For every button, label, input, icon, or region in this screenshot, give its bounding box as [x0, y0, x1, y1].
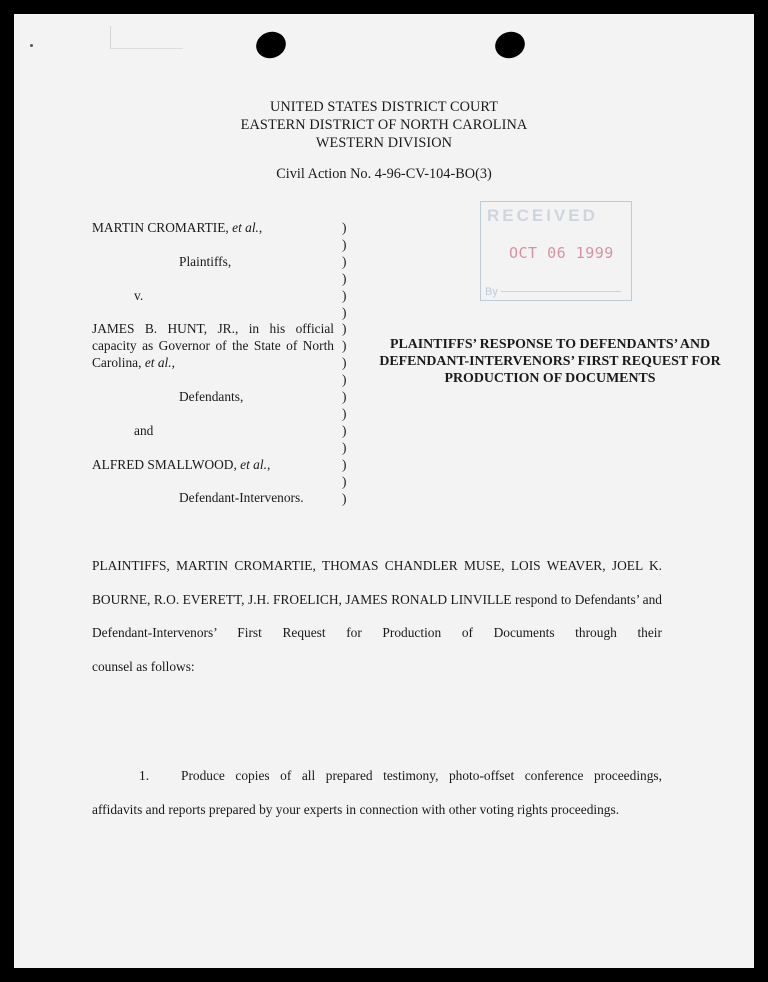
intro-last-line: counsel as follows:: [92, 658, 195, 674]
document-page: [14, 14, 754, 968]
paren: ): [342, 270, 347, 286]
defendant-etal: et al.: [144, 355, 172, 370]
and-label: and: [134, 423, 154, 438]
defendant-text: JAMES B. HUNT, JR., in his official capacity as Governor of the State of North Carolina,: [92, 321, 334, 370]
paren: ): [342, 253, 347, 269]
court-line-3: WESTERN DIVISION: [315, 135, 453, 151]
intervenor-etal-suffix: ,: [266, 457, 271, 472]
paren: ): [342, 236, 347, 252]
paren: ): [342, 422, 347, 438]
paren: ): [342, 287, 347, 303]
court-line-2: EASTERN DISTRICT OF NORTH CAROLINA: [240, 117, 528, 133]
defendant-description: [92, 320, 334, 371]
versus: v.: [134, 288, 144, 303]
intervenor-etal: et al.: [240, 457, 267, 472]
plaintiffs-label: Plaintiffs,: [179, 254, 232, 269]
plaintiff-etal: et al.: [232, 220, 259, 235]
request-1-line-1: Produce copies of all prepared testimony, photo-offset conference proceedings,: [181, 768, 662, 783]
punch-hole-left: [253, 28, 290, 62]
stamp-header: RECEIVED: [487, 206, 598, 225]
scan-speck: [30, 44, 33, 47]
paren: ): [342, 439, 347, 455]
intro-paragraph: [92, 549, 662, 683]
scan-mark: [110, 26, 183, 49]
paren: ): [342, 338, 347, 354]
paren: ): [342, 490, 347, 506]
defendants-label: Defendants,: [179, 389, 244, 404]
plaintiff-etal-suffix: ,: [258, 220, 263, 235]
intro-main: PLAINTIFFS, MARTIN CROMARTIE, THOMAS CHANDLER MUSE, LOIS WEAVER, JOEL K. BOURNE, R.O. EVERETT, J.H. FROELICH, JAMES RONALD LINVILLE respond to Defendants’ and Defendant-Intervenors’ First Request for Production of Documents through their: [92, 558, 662, 641]
punch-hole-right: [492, 28, 529, 62]
court-line-1: UNITED STATES DISTRICT COURT: [269, 99, 499, 115]
paren: ): [342, 355, 347, 371]
intervenor-name-text: ALFRED SMALLWOOD,: [92, 457, 237, 472]
intervenor-name: [92, 457, 270, 473]
plaintiff-name: [92, 220, 262, 236]
paren: ): [342, 389, 347, 405]
request-1-line-2: affidavits and reports prepared by your experts in connection with other voting rights proceedings.: [92, 802, 620, 817]
defendant-etal-suffix: ,: [171, 355, 175, 370]
paren: ): [342, 456, 347, 472]
paren: ): [342, 405, 347, 421]
stamp-by: By: [485, 286, 498, 298]
intervenors-label: Defendant-Intervenors.: [179, 490, 304, 505]
document-title: PLAINTIFFS’ RESPONSE TO DEFENDANTS’ AND DEFENDANT-INTERVENORS’ FIRST REQUEST FOR PRODUCTION OF DOCUMENTS: [379, 337, 721, 386]
court-heading: [14, 98, 754, 152]
received-stamp: [480, 201, 632, 301]
plaintiff-name-text: MARTIN CROMARTIE,: [92, 220, 229, 235]
civil-action-number: Civil Action No. 4-96-CV-104-BO(3): [276, 166, 492, 182]
paren: ): [342, 473, 347, 489]
request-1-number: 1.: [139, 768, 150, 783]
paren: ): [342, 304, 347, 320]
paren: ): [342, 372, 347, 388]
caption-parentheses: [342, 220, 346, 507]
paren: ): [342, 220, 347, 235]
stamp-signature-line: [501, 291, 621, 292]
paren: ): [342, 321, 347, 337]
stamp-date: OCT 06 1999: [509, 244, 614, 262]
